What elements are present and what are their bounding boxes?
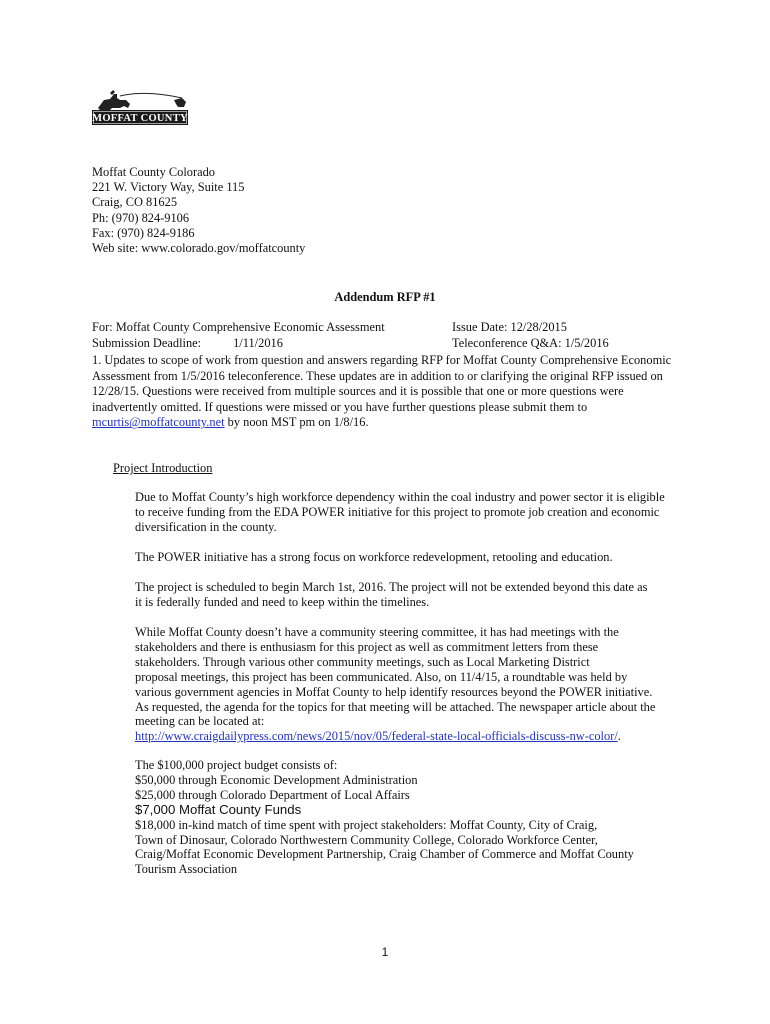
budget-inkind-line: $18,000 in-kind match of time spent with project stakeholders: Moffat County, City of Craig,	[135, 817, 598, 832]
intro-paragraph	[92, 353, 692, 431]
eligibility-paragraph	[135, 490, 695, 535]
paragraph-line: While Moffat County doesn’t have a community steering committee, it has had meetings with the	[135, 625, 619, 639]
deadline-label: Submission Deadline:	[92, 335, 202, 350]
paragraph-line: meeting can be located at:	[135, 714, 265, 729]
paragraph-line: diversification in the county.	[135, 519, 277, 534]
schedule-paragraph	[135, 580, 695, 610]
for-line: For: Moffat County Comprehensive Economic Assessment	[92, 320, 385, 334]
address-line: 221 W. Victory Way, Suite 115	[92, 180, 245, 195]
fax-line: Fax: (970) 824-9186	[92, 225, 195, 240]
section-heading: Project Introduction	[113, 461, 213, 475]
budget-line: $50,000 through Economic Development Administration	[135, 772, 418, 787]
power-paragraph	[135, 550, 695, 565]
paragraph-line: stakeholders. Through various other community meetings, such as Local Marketing District	[135, 654, 590, 669]
budget-inkind-line: Town of Dinosaur, Colorado Northwestern Community College, Colorado Workforce Center,	[135, 832, 598, 847]
paragraph-line: to receive funding from the EDA POWER initiative for this project to promote job creation and economic	[135, 504, 660, 519]
issue-date: Issue Date: 12/28/2015	[452, 320, 567, 334]
budget-line: $25,000 through Colorado Department of Local Affairs	[135, 787, 410, 802]
deadline-line	[92, 336, 385, 352]
community-paragraph	[135, 625, 695, 744]
budget-heading: The $100,000 project budget consists of:	[135, 758, 338, 772]
paragraph-line: The project is scheduled to begin March 1st, 2016. The project will not be extended beyond this date as	[135, 580, 648, 594]
website-line: Web site: www.colorado.gov/moffatcounty	[92, 241, 306, 256]
teleconference-date: Teleconference Q&A: 1/5/2016	[452, 335, 609, 350]
email-link[interactable]: mcurtis@moffatcounty.net	[92, 415, 225, 430]
paragraph-line: stakeholders and there is enthusiasm for this project as well as commitment letters from these	[135, 639, 599, 654]
document-title: Addendum RFP #1	[334, 290, 436, 304]
paragraph-line: As requested, the agenda for the topics for that meeting will be attached. The newspaper article about the	[135, 699, 656, 714]
budget-line: $7,000 Moffat County Funds	[135, 801, 302, 817]
budget-inkind-line: Tourism Association	[135, 862, 238, 877]
article-link[interactable]: http://www.craigdailypress.com/news/2015/nov/05/federal-state-local-officials-discuss-nw-color/	[135, 729, 618, 744]
address-block	[92, 165, 305, 256]
meta-right	[452, 320, 609, 351]
budget-block	[135, 758, 695, 877]
article-link-suffix: .	[617, 729, 621, 744]
article-link-line	[135, 729, 695, 744]
address-line: Moffat County Colorado	[92, 165, 215, 179]
paragraph-line: it is federally funded and need to keep within the timelines.	[135, 594, 430, 609]
intro-text: 1. Updates to scope of work from question and answers regarding RFP for Moffat County Comprehensive Economic Assessment from 1/5/2016 teleconference. These updates are in addition to or clarifying the original RFP issued on 12/28/15. Questions were received from multiple sources and it is possible that one or more questions were inadvertently omitted. If questions were missed or you have further questions please submit them to	[92, 353, 672, 414]
logo-text: MOFFAT COUNTY	[92, 113, 188, 124]
address-line: Craig, CO 81625	[92, 195, 178, 210]
page-number: 1	[381, 945, 389, 959]
paragraph-line: various government agencies in Moffat County to help identify resources beyond the POWER initiative.	[135, 684, 653, 699]
deadline-value: 1/11/2016	[233, 335, 283, 350]
phone-line: Ph: (970) 824-9106	[92, 210, 190, 225]
paragraph-line: Due to Moffat County’s high workforce dependency within the coal industry and power sector it is eligible	[135, 490, 665, 504]
meta-left	[92, 320, 385, 351]
paragraph-line: proposal meetings, this project has been communicated. Also, on 11/4/15, a roundtable was held by	[135, 669, 628, 684]
paragraph-line: The POWER initiative has a strong focus on workforce redevelopment, retooling and education.	[135, 550, 613, 564]
intro-text-end: by noon MST pm on 1/8/16.	[224, 415, 369, 430]
moffat-county-logo	[90, 88, 190, 130]
budget-inkind-line: Craig/Moffat Economic Development Partnership, Craig Chamber of Commerce and Moffat County	[135, 847, 634, 862]
